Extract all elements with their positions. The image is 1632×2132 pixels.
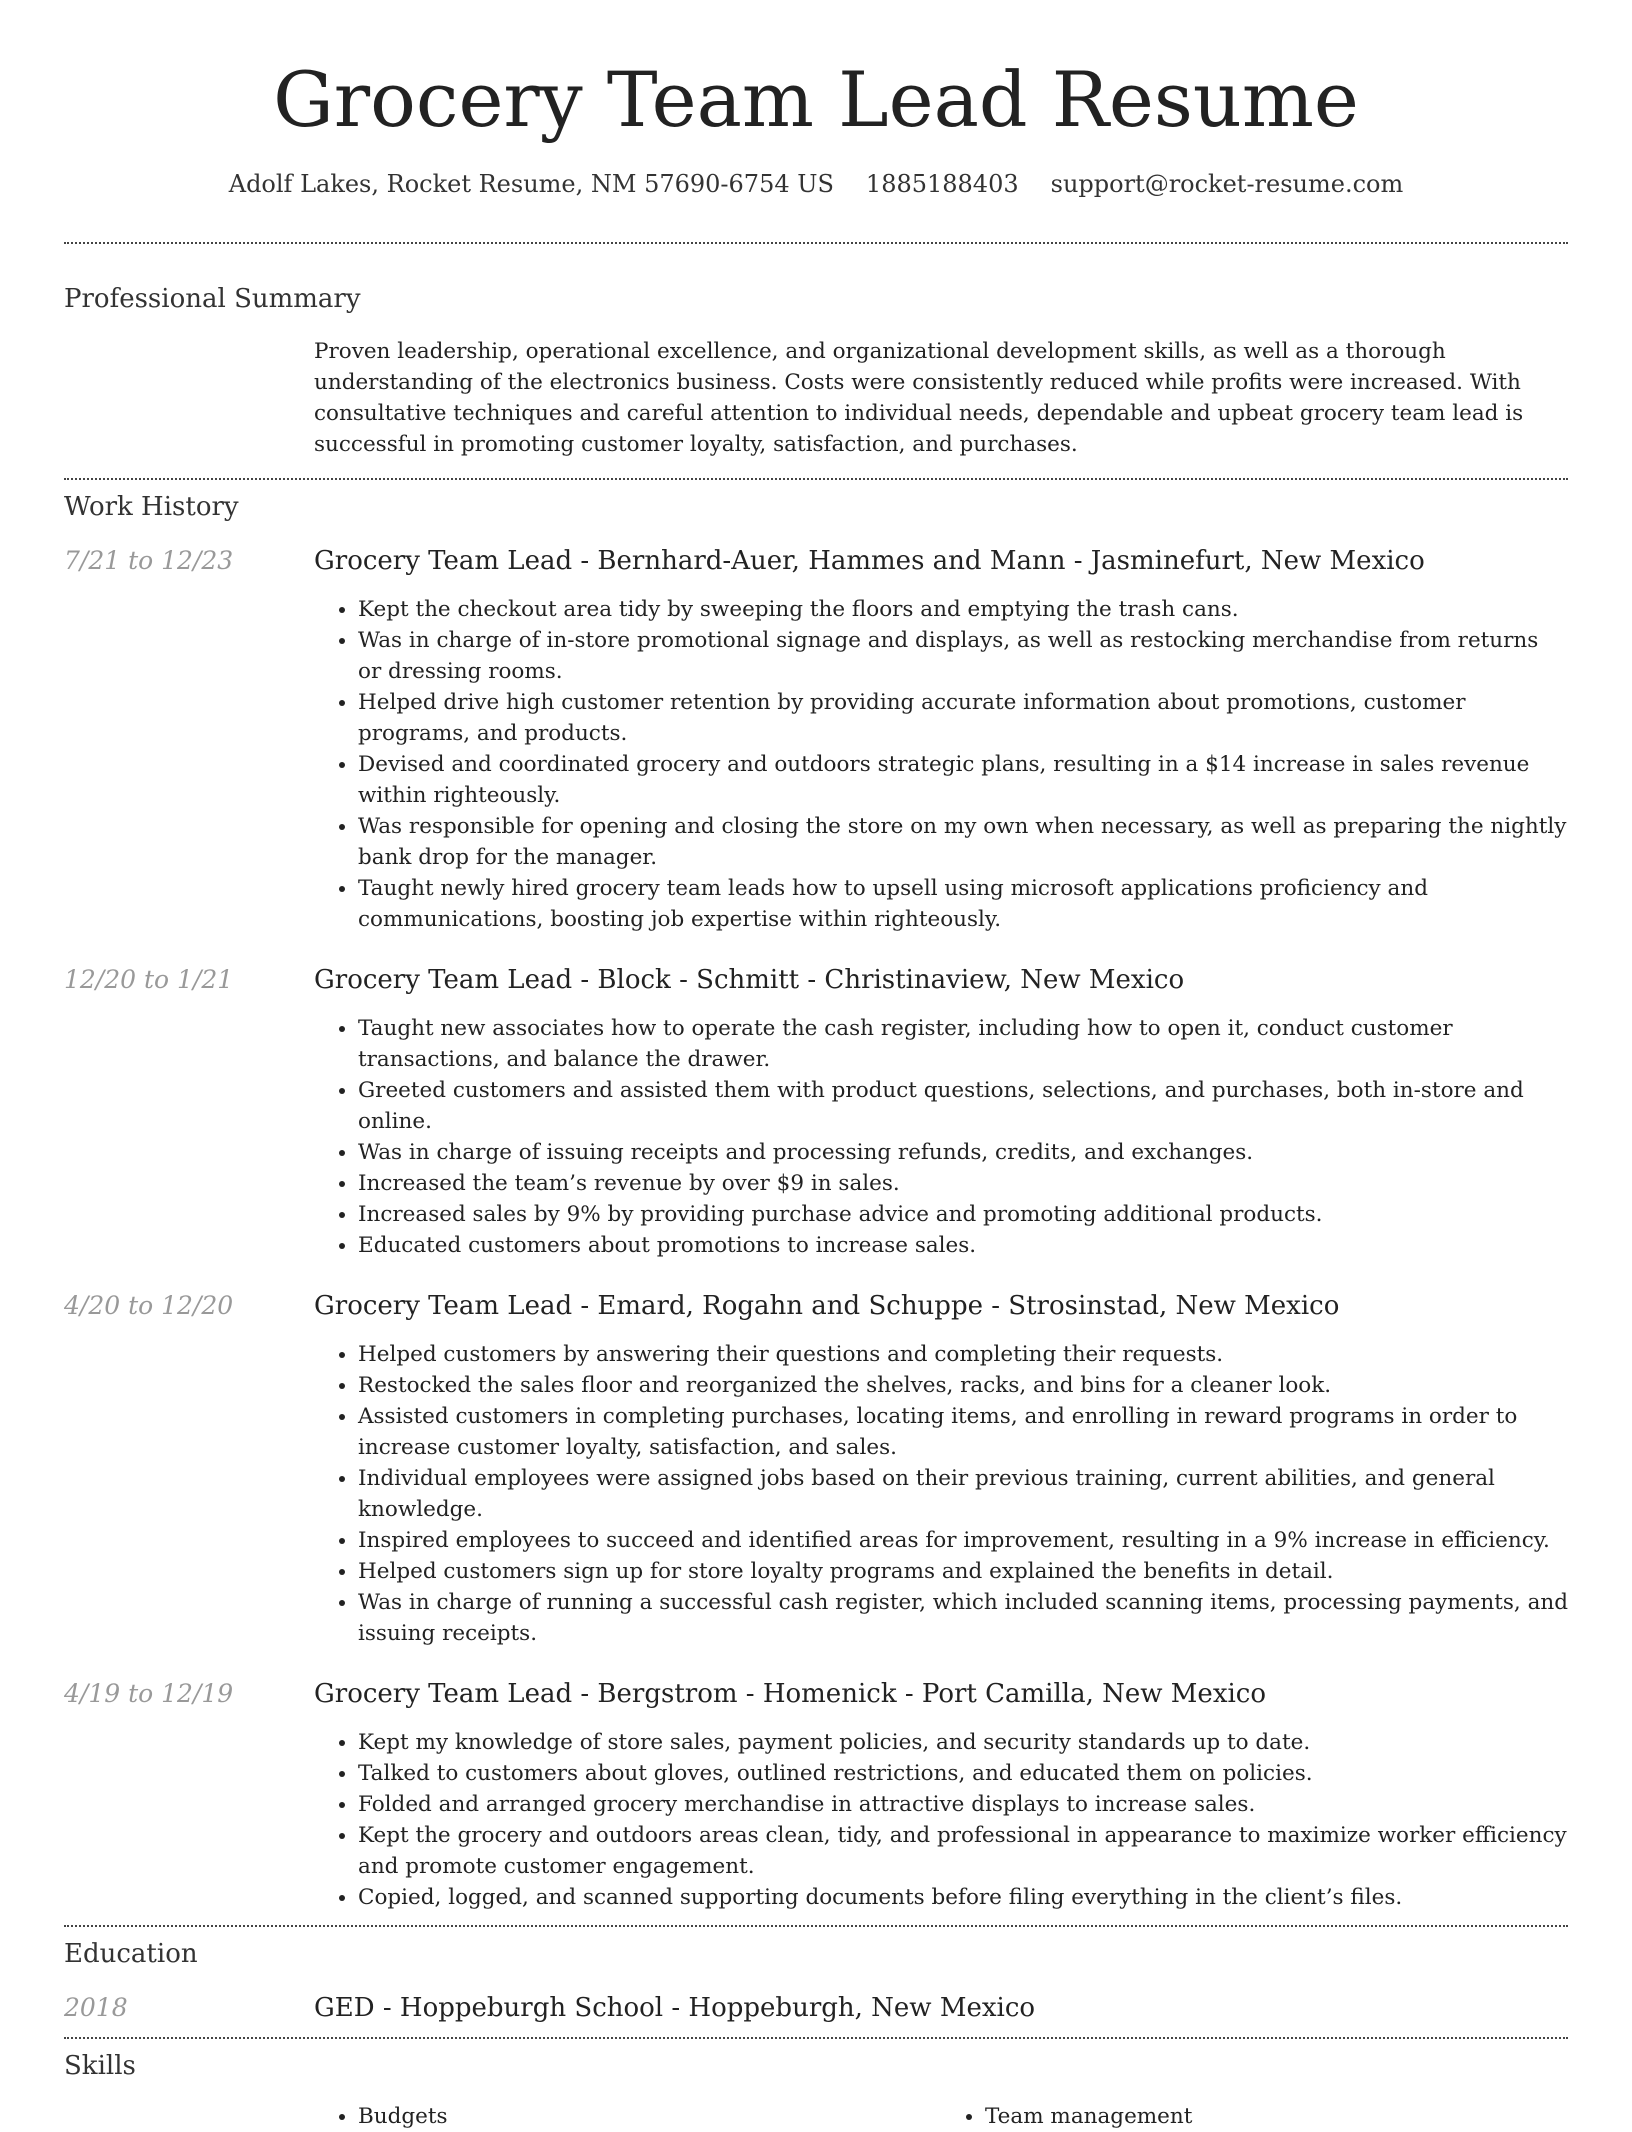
job-entry bbox=[0, 965, 1632, 1261]
list-item: • Helped customers by answering their questions and completing their requests. bbox=[358, 1339, 1568, 1370]
section-heading-education: Education bbox=[64, 1939, 198, 1969]
page-title: Grocery Team Lead Resume bbox=[273, 55, 1359, 144]
summary-text: Proven leadership, operational excellence, and organizational development skills, as well as a thorough understanding of the electronics business. Costs were consistently reduced while profits were increased. With consultative techniques and careful attention to individual needs, dependable and upbeat grocery team lead is successful in promoting customer loyalty, satisfaction, and purchases. bbox=[314, 339, 1524, 457]
job-entry bbox=[0, 1291, 1632, 1649]
list-item: • Taught newly hired grocery team leads how to upsell using microsoft applications proficiency and communications, boosting job expertise within righteously. bbox=[358, 873, 1568, 935]
skills-spacer bbox=[64, 2101, 314, 2132]
list-item: • Kept my knowledge of store sales, payment policies, and security standards up to date. bbox=[358, 1727, 1568, 1758]
list-item: • Was in charge of issuing receipts and processing refunds, credits, and exchanges. bbox=[358, 1137, 1568, 1168]
job-bullets bbox=[314, 594, 1568, 935]
contact-address: Adolf Lakes, Rocket Resume, NM 57690-6754 US bbox=[228, 170, 834, 198]
job-bullets bbox=[314, 1339, 1568, 1649]
list-item: • Was in charge of running a successful cash register, which included scanning items, processing payments, and issuing receipts. bbox=[358, 1587, 1568, 1649]
list-item: • Was in charge of in-store promotional signage and displays, as well as restocking merchandise from returns or dressing rooms. bbox=[358, 625, 1568, 687]
job-title: Grocery Team Lead - Block - Schmitt - Christinaview, New Mexico bbox=[314, 965, 1185, 995]
list-item: • Educated customers about promotions to increase sales. bbox=[358, 1230, 1568, 1261]
list-item: • Restocked the sales floor and reorganized the shelves, racks, and bins for a cleaner look. bbox=[358, 1370, 1568, 1401]
section-heading-work-history: Work History bbox=[64, 492, 239, 522]
skills-list-left bbox=[314, 2101, 941, 2132]
contact-line bbox=[0, 170, 1632, 198]
list-item: • Helped customers sign up for store loyalty programs and explained the benefits in detail. bbox=[358, 1556, 1568, 1587]
work-history-section bbox=[0, 480, 1632, 1913]
job-entry bbox=[0, 546, 1632, 935]
list-item: • Assisted customers in completing purchases, locating items, and enrolling in reward programs in order to increase customer loyalty, satisfaction, and sales. bbox=[358, 1401, 1568, 1463]
job-dates: 4/19 to 12/19 bbox=[64, 1679, 234, 1708]
job-dates: 7/21 to 12/23 bbox=[64, 546, 234, 575]
education-entry bbox=[0, 1993, 1632, 2023]
section-heading-skills: Skills bbox=[64, 2051, 136, 2081]
summary-spacer bbox=[64, 336, 314, 460]
skill-item: • Team management bbox=[985, 2101, 1568, 2132]
list-item: • Inspired employees to succeed and identified areas for improvement, resulting in a 9% increase in efficiency. bbox=[358, 1525, 1568, 1556]
contact-phone: 1885188403 bbox=[865, 170, 1019, 198]
job-entry bbox=[0, 1679, 1632, 1913]
skill-item: • Budgets bbox=[358, 2101, 941, 2132]
list-item: • Devised and coordinated grocery and outdoors strategic plans, resulting in a $14 increase in sales revenue within righteously. bbox=[358, 749, 1568, 811]
list-item: • Talked to customers about gloves, outlined restrictions, and educated them on policies. bbox=[358, 1758, 1568, 1789]
job-title: Grocery Team Lead - Emard, Rogahn and Schuppe - Strosinstad, New Mexico bbox=[314, 1291, 1340, 1321]
education-section bbox=[0, 1927, 1632, 2023]
job-bullets bbox=[314, 1727, 1568, 1913]
job-dates: 12/20 to 1/21 bbox=[64, 965, 234, 994]
education-text: GED - Hoppeburgh School - Hoppeburgh, New Mexico bbox=[314, 1993, 1036, 2023]
contact-email: support@rocket-resume.com bbox=[1050, 170, 1404, 198]
list-item: • Taught new associates how to operate the cash register, including how to open it, conduct customer transactions, and balance the drawer. bbox=[358, 1013, 1568, 1075]
list-item: • Increased the team’s revenue by over $9 in sales. bbox=[358, 1168, 1568, 1199]
list-item: • Kept the grocery and outdoors areas clean, tidy, and professional in appearance to maximize worker efficiency and promote customer engagement. bbox=[358, 1820, 1568, 1882]
section-heading-summary: Professional Summary bbox=[64, 284, 361, 314]
job-title: Grocery Team Lead - Bergstrom - Homenick - Port Camilla, New Mexico bbox=[314, 1679, 1267, 1709]
list-item: • Folded and arranged grocery merchandise in attractive displays to increase sales. bbox=[358, 1789, 1568, 1820]
list-item: • Was responsible for opening and closing the store on my own when necessary, as well as preparing the nightly bank drop for the manager. bbox=[358, 811, 1568, 873]
skills-section bbox=[0, 2039, 1632, 2132]
list-item: • Greeted customers and assisted them with product questions, selections, and purchases, both in-store and online. bbox=[358, 1075, 1568, 1137]
education-date: 2018 bbox=[64, 1993, 128, 2022]
resume-header bbox=[0, 0, 1632, 198]
job-dates: 4/20 to 12/20 bbox=[64, 1291, 234, 1320]
list-item: • Helped drive high customer retention by providing accurate information about promotions, customer programs, and products. bbox=[358, 687, 1568, 749]
list-item: • Kept the checkout area tidy by sweeping the floors and emptying the trash cans. bbox=[358, 594, 1568, 625]
job-bullets bbox=[314, 1013, 1568, 1261]
skills-list-right bbox=[941, 2101, 1568, 2132]
job-title: Grocery Team Lead - Bernhard-Auer, Hammes and Mann - Jasminefurt, New Mexico bbox=[314, 546, 1425, 576]
summary-section bbox=[0, 244, 1632, 460]
list-item: • Individual employees were assigned jobs based on their previous training, current abilities, and general knowledge. bbox=[358, 1463, 1568, 1525]
list-item: • Increased sales by 9% by providing purchase advice and promoting additional products. bbox=[358, 1199, 1568, 1230]
list-item: • Copied, logged, and scanned supporting documents before filing everything in the client’s files. bbox=[358, 1882, 1568, 1913]
